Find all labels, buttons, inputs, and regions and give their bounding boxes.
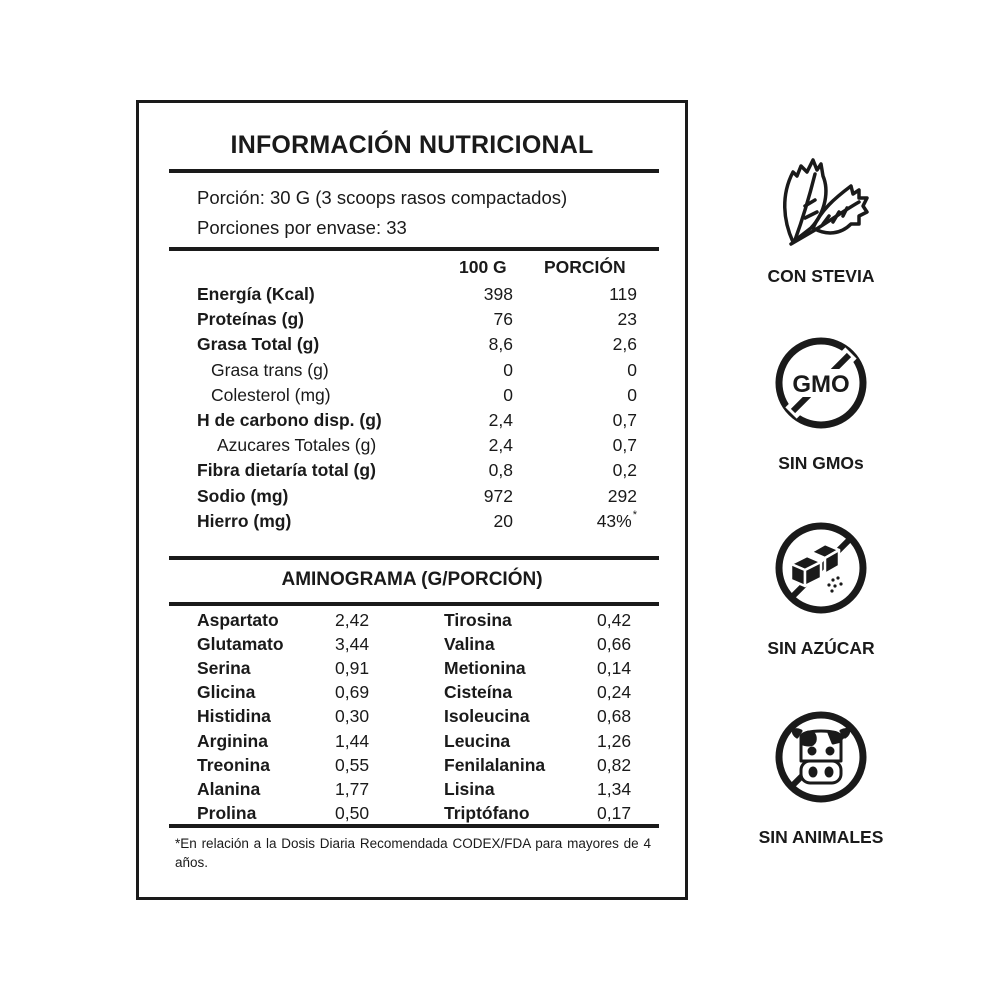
footnote-divider — [169, 824, 659, 828]
nutrient-label: Energía (Kcal) — [197, 284, 315, 304]
amino-acid-value: 0,14 — [597, 658, 632, 679]
badge-no-sugar — [740, 518, 902, 658]
value-per-100g: 20 — [493, 510, 513, 531]
footnote-mark: * — [632, 508, 637, 521]
value-per-100g: 76 — [493, 309, 513, 330]
amino-acid-value: 0,91 — [335, 658, 370, 679]
no-sugar-icon — [771, 518, 871, 618]
aminogram-header-divider — [169, 602, 659, 606]
amino-acid-value: 0,68 — [597, 706, 632, 727]
nutrition-panel — [136, 100, 688, 900]
amino-acid-value: 1,44 — [335, 730, 370, 751]
value-per-portion — [627, 385, 637, 406]
value-per-portion — [627, 360, 637, 381]
nutrient-label: Sodio (mg) — [197, 485, 289, 506]
value-per-portion-text: 0 — [627, 384, 637, 405]
amino-acid-name: Histidina — [197, 706, 271, 727]
value-per-portion-text: 43% — [596, 510, 632, 531]
badge-no-gmo-label: SIN GMOs — [778, 453, 864, 473]
aminogram-top-divider — [169, 556, 659, 560]
serving-divider — [169, 247, 659, 251]
amino-acid-value: 1,77 — [335, 778, 370, 799]
amino-acid-value: 0,24 — [597, 682, 632, 703]
nutrient-label: Proteínas (g) — [197, 309, 304, 330]
badge-stevia-label: CON STEVIA — [767, 266, 875, 286]
value-per-portion-text: 23 — [617, 309, 637, 330]
nutrition-row — [197, 309, 637, 334]
amino-acid-value: 0,17 — [597, 802, 632, 823]
badge-no-gmo — [740, 333, 902, 473]
servings-per-container: Porciones por envase: 33 — [197, 217, 407, 238]
amino-acid-value: 0,42 — [597, 610, 632, 630]
nutrition-row — [197, 385, 637, 410]
amino-acid-name: Lisina — [444, 778, 495, 799]
amino-acid-name: Arginina — [197, 730, 268, 751]
amino-acid-name: Leucina — [444, 730, 511, 751]
amino-acid-name: Treonina — [197, 754, 270, 775]
amino-acid-value: 2,42 — [335, 610, 370, 630]
amino-acid-name: Aspartato — [197, 610, 279, 630]
nutrient-label: Grasa trans (g) — [211, 359, 329, 380]
value-per-100g: 2,4 — [488, 435, 513, 456]
amino-acid-value: 0,69 — [335, 682, 370, 703]
no-animals-icon — [771, 707, 871, 807]
amino-acid-value: 0,66 — [597, 634, 632, 655]
value-per-100g: 8,6 — [488, 334, 513, 355]
footnote: *En relación a la Dosis Diaria Recomendada CODEX/FDA para mayores de 4 años. — [175, 836, 651, 870]
value-per-portion — [618, 309, 637, 330]
nutrient-label: H de carbono disp. (g) — [197, 410, 382, 430]
value-per-portion — [613, 435, 637, 456]
nutrition-row — [197, 508, 637, 536]
amino-acid-name: Isoleucina — [444, 706, 530, 727]
nutrient-label: Azucares Totales (g) — [217, 435, 377, 456]
column-header-100g: 100 G — [459, 257, 507, 277]
badge-no-animals-label: SIN ANIMALES — [758, 827, 884, 847]
value-per-100g: 0,8 — [488, 460, 513, 481]
value-per-portion-text: 292 — [607, 485, 637, 506]
amino-acid-name: Prolina — [197, 802, 257, 823]
nutrition-row — [197, 460, 637, 485]
amino-acid-value: 0,50 — [335, 802, 370, 823]
value-per-100g: 0 — [503, 384, 513, 405]
amino-acid-name: Serina — [197, 658, 251, 679]
amino-acid-name: Metionina — [444, 658, 526, 679]
amino-acid-value: 0,55 — [335, 754, 370, 775]
value-per-portion — [613, 410, 637, 431]
value-per-portion-text: 119 — [609, 284, 637, 304]
nutrient-label: Hierro (mg) — [197, 510, 292, 531]
amino-acid-name: Fenilalanina — [444, 754, 546, 775]
gmo-icon-text: GMO — [792, 371, 850, 398]
nutrient-label: Grasa Total (g) — [197, 334, 320, 355]
nutrition-title: INFORMACIÓN NUTRICIONAL — [230, 131, 594, 159]
value-per-100g: 398 — [483, 284, 513, 304]
nutrition-row — [197, 284, 637, 309]
value-per-100g: 2,4 — [488, 410, 513, 430]
no-gmo-icon — [771, 333, 871, 433]
badge-no-sugar-label: SIN AZÚCAR — [767, 638, 875, 658]
amino-acid-value: 0,82 — [597, 754, 632, 775]
aminogram-title: AMINOGRAMA (G/PORCIÓN) — [281, 569, 543, 590]
amino-acid-name: Triptófano — [444, 802, 530, 823]
value-per-portion — [609, 284, 637, 305]
value-per-portion-text: 0,7 — [612, 435, 637, 456]
badge-no-animals — [740, 707, 902, 847]
value-per-portion — [613, 460, 637, 481]
value-per-portion — [596, 508, 637, 532]
value-per-portion — [608, 486, 637, 507]
nutrition-row — [197, 435, 637, 460]
value-per-100g: 0 — [503, 359, 513, 380]
nutrition-row — [197, 360, 637, 385]
badge-stevia — [740, 150, 902, 286]
amino-acid-name: Cisteína — [444, 682, 513, 703]
amino-acid-value: 1,34 — [597, 778, 632, 799]
nutrition-row — [197, 410, 637, 435]
value-per-portion-text: 2,6 — [612, 334, 637, 355]
value-per-portion — [613, 334, 637, 355]
nutrient-label: Fibra dietaría total (g) — [197, 460, 376, 481]
value-per-100g: 972 — [483, 485, 513, 506]
serving-size: Porción: 30 G (3 scoops rasos compactados) — [197, 187, 568, 208]
title-divider — [169, 169, 659, 173]
amino-acid-value: 0,30 — [335, 706, 370, 727]
nutrient-label: Colesterol (mg) — [211, 384, 331, 405]
amino-acid-name: Tirosina — [444, 610, 512, 630]
amino-acid-name: Valina — [444, 634, 495, 655]
value-per-portion-text: 0 — [627, 359, 637, 380]
amino-acid-name: Glicina — [197, 682, 256, 703]
nutrition-row — [197, 486, 637, 511]
stevia-leaf-icon — [771, 150, 871, 250]
amino-acid-name: Alanina — [197, 778, 261, 799]
amino-acid-name: Glutamato — [197, 634, 284, 655]
value-per-portion-text: 0,2 — [612, 460, 637, 481]
column-header-portion: PORCIÓN — [544, 257, 626, 277]
amino-acid-value: 3,44 — [335, 634, 370, 655]
value-per-portion-text: 0,7 — [612, 410, 637, 430]
amino-acid-value: 1,26 — [597, 730, 632, 751]
nutrition-row — [197, 334, 637, 359]
